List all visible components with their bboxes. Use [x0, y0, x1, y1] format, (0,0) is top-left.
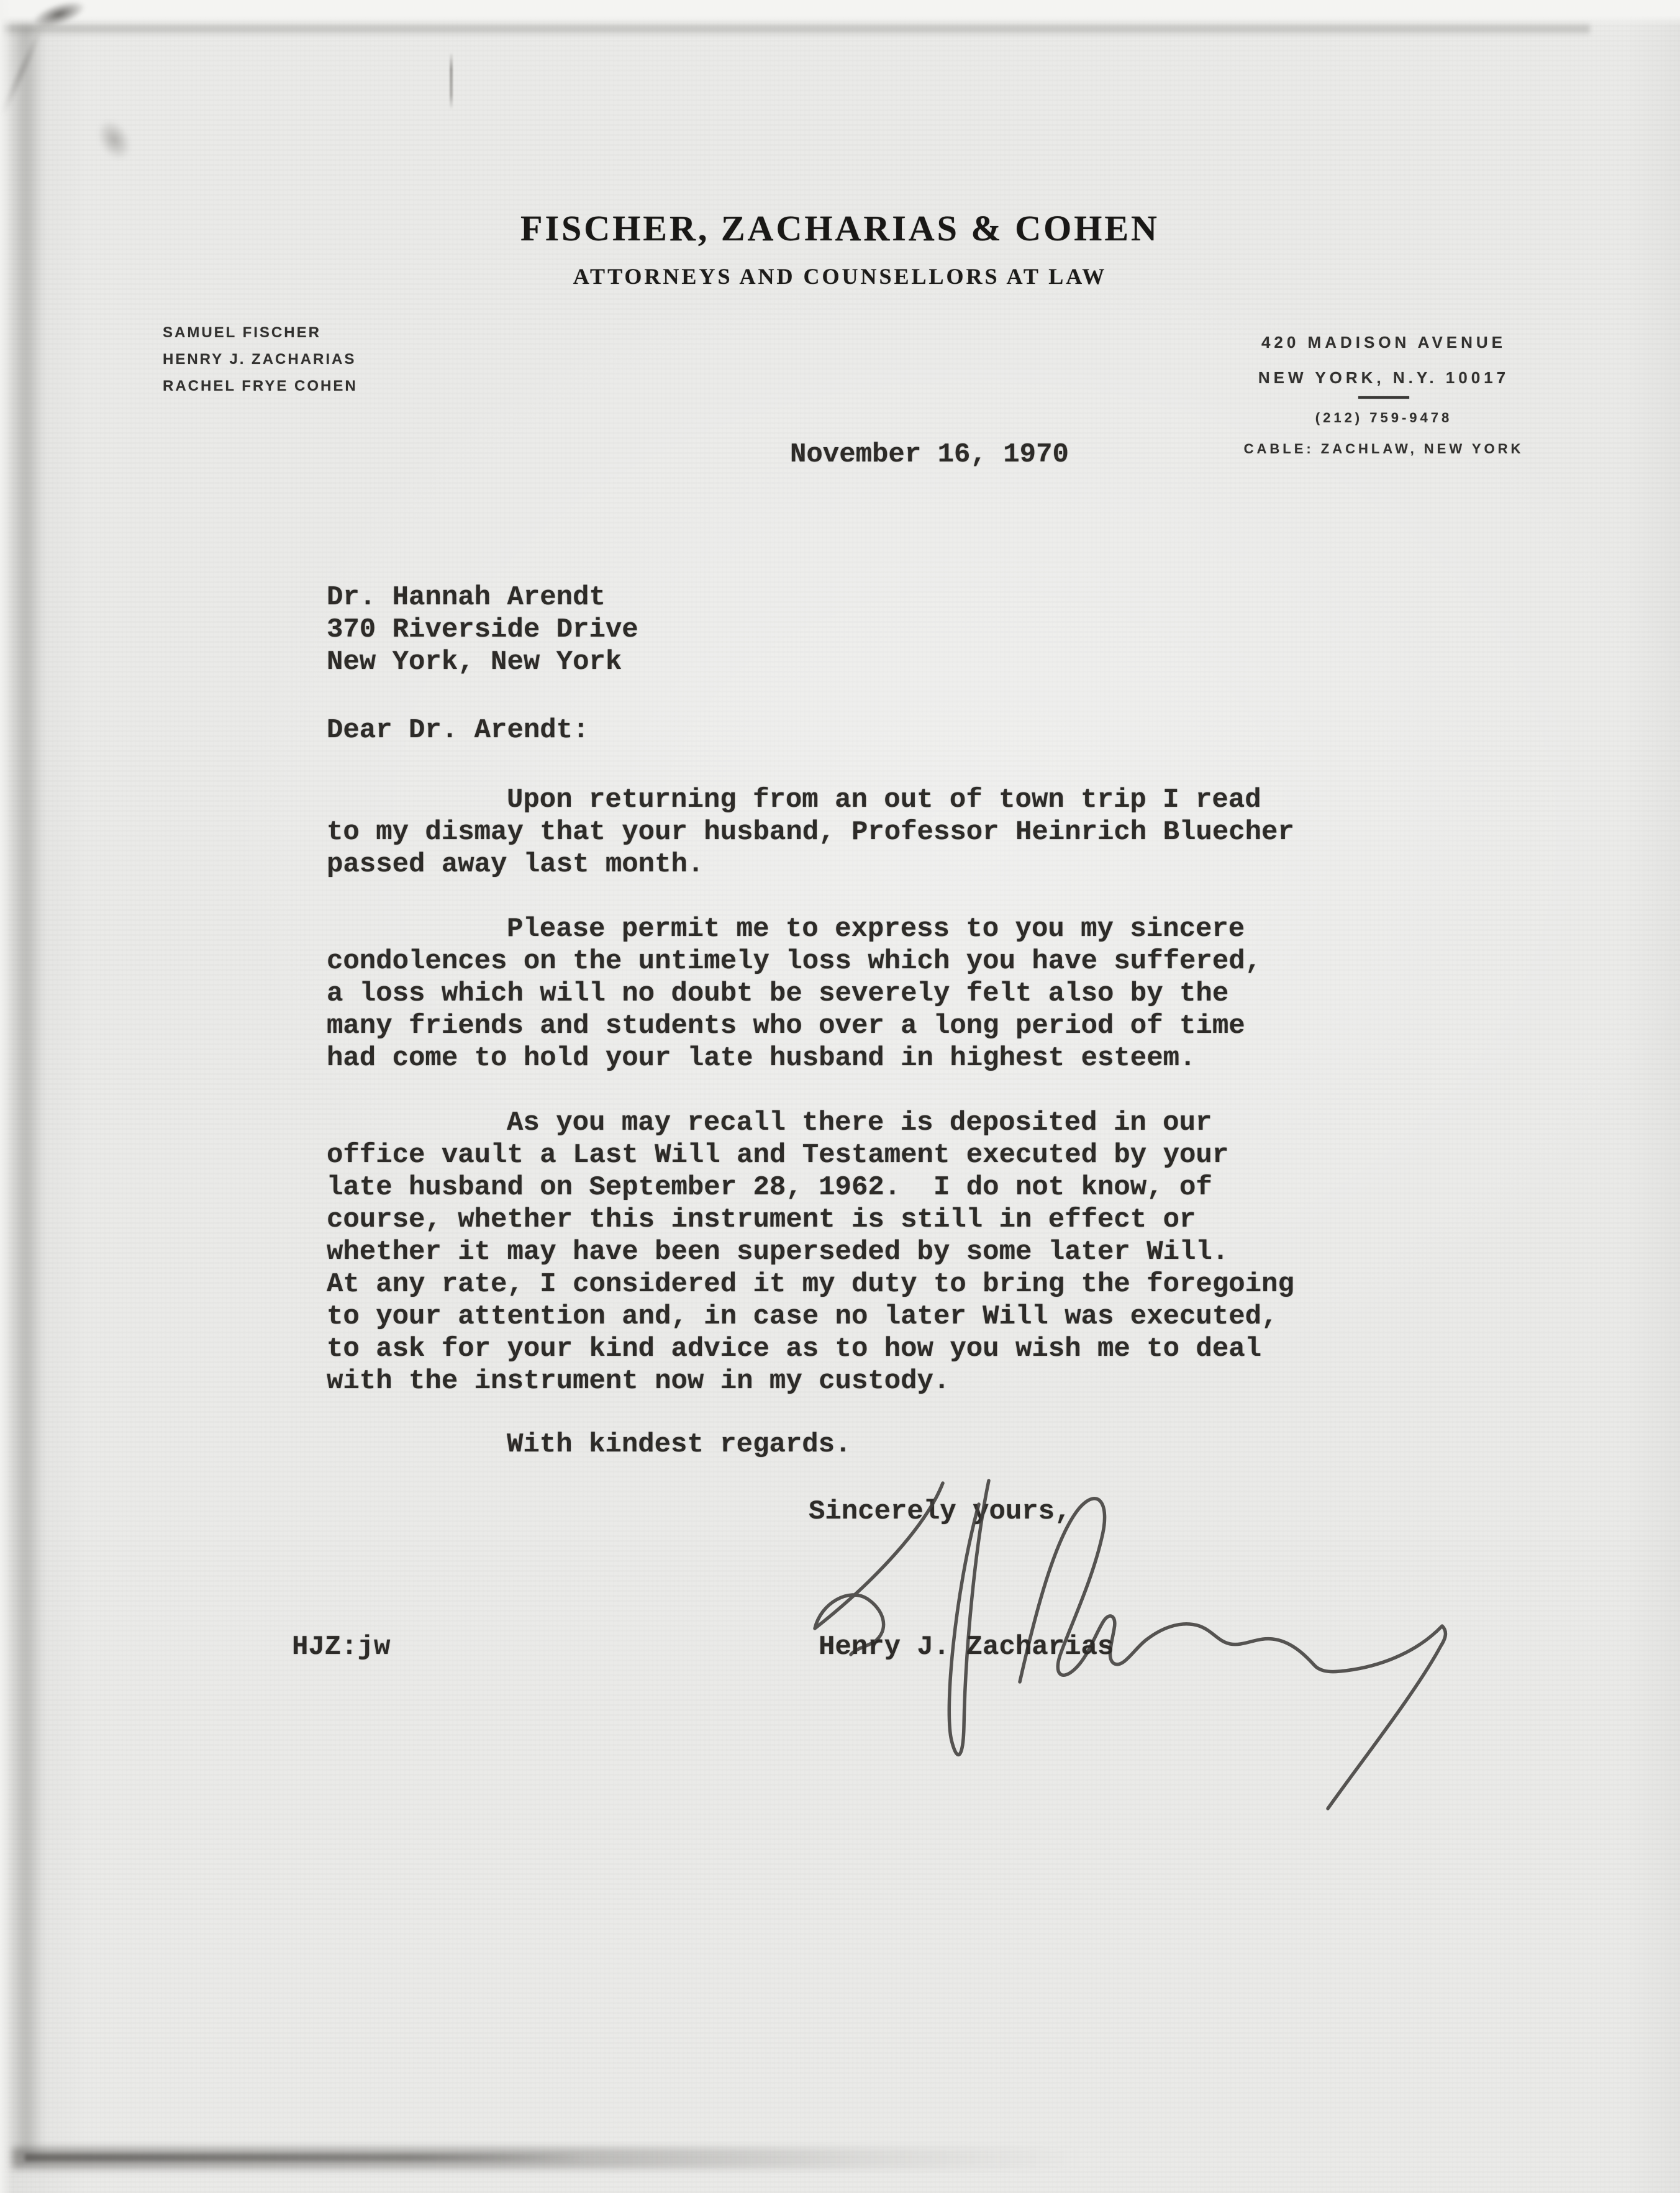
paragraph-3 — [327, 1107, 1294, 1397]
attorney-name: SAMUEL FISCHER — [163, 324, 321, 341]
recipient-address-block — [327, 581, 638, 678]
office-address-line2: NEW YORK, N.Y. 10017 — [1258, 368, 1510, 387]
scan-shadow-left — [11, 25, 43, 2161]
date-line: November 16, 1970 — [790, 439, 1069, 470]
letterhead-attorney-list — [163, 319, 358, 399]
paragraph-line: passed away last month. — [327, 849, 704, 880]
paragraph-line: whether it may have been superseded by some later Will. — [327, 1237, 1229, 1268]
scan-smudge-corner — [29, 0, 89, 33]
paragraph-line: to ask for your kind advice as to how you wish me to deal — [327, 1333, 1262, 1364]
letterhead-tagline: ATTORNEYS AND COUNSELLORS AT LAW — [573, 264, 1107, 289]
paragraph-line: to your attention and, in case no later Will was executed, — [327, 1301, 1278, 1332]
scan-smudge — [91, 114, 138, 166]
paragraph-line: course, whether this instrument is still in effect or — [327, 1204, 1196, 1235]
paragraph-2 — [327, 913, 1261, 1074]
paragraph-line: office vault a Last Will and Testament executed by your — [327, 1140, 1229, 1171]
signer-name: Henry J. Zacharias — [819, 1632, 1114, 1663]
recipient-line: Dr. Hannah Arendt — [327, 582, 606, 613]
office-phone: (212) 759-9478 — [1315, 410, 1453, 425]
scan-smear-bottom — [12, 2148, 1081, 2169]
paper-left-edge — [0, 0, 12, 2193]
letterhead-office-block — [1228, 333, 1539, 457]
paragraph-line: condolences on the untimely loss which you have suffered, — [327, 946, 1262, 977]
valediction-line: Sincerely yours, — [809, 1496, 1071, 1527]
scan-smear-top — [0, 22, 1590, 36]
office-cable: CABLE: ZACHLAW, NEW YORK — [1243, 441, 1524, 456]
attorney-name: RACHEL FRYE COHEN — [163, 378, 358, 394]
scan-smear-bottom-core — [25, 2154, 584, 2161]
paragraph-line: Please permit me to express to you my sincere — [507, 914, 1245, 945]
paragraph-line: had come to hold your late husband in highest esteem. — [327, 1043, 1196, 1074]
paragraph-line: Upon returning from an out of town trip I read — [507, 784, 1261, 815]
scan-scratch — [450, 52, 453, 109]
paper-top-edge — [0, 0, 1680, 26]
recipient-line: New York, New York — [327, 647, 622, 678]
office-address-line1: 420 MADISON AVENUE — [1261, 333, 1507, 352]
paragraph-line: with the instrument now in my custody. — [327, 1366, 950, 1397]
letterhead-divider-rule — [1358, 396, 1409, 399]
paragraph-line: As you may recall there is deposited in our — [507, 1107, 1212, 1138]
attorney-name: HENRY J. ZACHARIAS — [163, 351, 356, 368]
recipient-line: 370 Riverside Drive — [327, 614, 638, 645]
typist-initials: HJZ:jw — [292, 1632, 391, 1663]
regards-line: With kindest regards. — [507, 1429, 851, 1460]
paragraph-line: a loss which will no doubt be severely felt also by the — [327, 978, 1229, 1009]
salutation: Dear Dr. Arendt: — [327, 715, 589, 746]
paragraph-1 — [327, 784, 1294, 881]
scan-streak-corner — [0, 27, 43, 115]
paragraph-line: to my dismay that your husband, Professor Heinrich Bluecher — [327, 817, 1294, 848]
letterhead-firm-name: FISCHER, ZACHARIAS & COHEN — [520, 208, 1160, 248]
paragraph-line: many friends and students who over a long period of time — [327, 1010, 1245, 1042]
paragraph-line: At any rate, I considered it my duty to bring the foregoing — [327, 1269, 1294, 1300]
paragraph-line: late husband on September 28, 1962. I do not know, of — [327, 1172, 1212, 1203]
